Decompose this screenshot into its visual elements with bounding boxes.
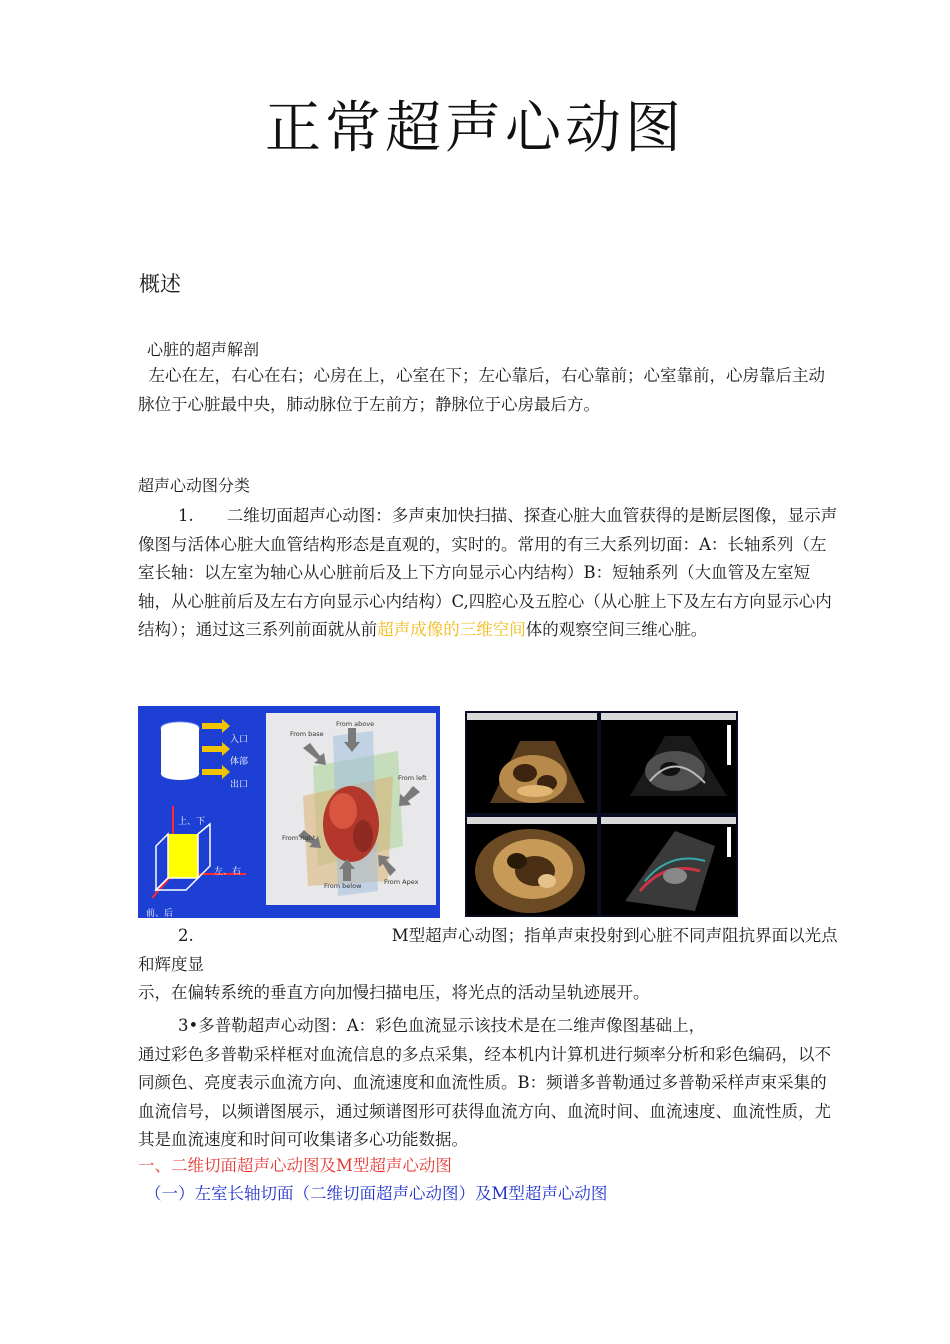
label-from-right: From right [282, 834, 316, 842]
classification-item-3 [138, 1012, 838, 1155]
item1-highlight: 超声成像的三维空间 [377, 620, 526, 639]
classification-item-1 [138, 502, 838, 645]
subsection-heading-1: （一）左室长轴切面（二维切面超声心动图）及M型超声心动图 [145, 1184, 608, 1203]
anatomy-text: 左心在左，右心在右；心房在上，心室在下；左心靠后，右心靠前；心室靠前，心房靠后主动脉位于心脏最中央，肺动脉位于左前方；静脉位于心房最后方。 [138, 366, 825, 414]
item1-text: 1. 二维切面超声心动图：多声束加快扫描、探查心脏大血管获得的是断层图像，显示声像图与活体心脏大血管结构形态是直观的，实时的。常用的有三大系列切面：A：长轴系列（左室长轴：以左室为轴心从心脏前后及上下方向显示心内结构）B：短轴系列（大血管及左室短轴，从心脏前后及左右方向显示心内结构）C,四腔心及五腔心（从心脏上下及左右方向显示心内结构）；通过这三系列前面就从前 [138, 506, 838, 639]
item1-suffix: 体的观察空间三维心脏。 [525, 620, 708, 639]
item3-line1: 3•多普勒超声心动图：A：彩色血流显示该技术是在二维声像图基础上， [178, 1016, 706, 1035]
anatomy-title: 心脏的超声解剖 [147, 340, 260, 359]
label-from-left: From left [398, 774, 427, 782]
label-outlet: 出口 [230, 780, 249, 790]
label-front-back: 前、后 [146, 909, 174, 918]
ultrasound-images [465, 711, 738, 917]
classification-item-2 [138, 922, 838, 1008]
orientation-diagram [138, 706, 440, 918]
item3-rest: 通过彩色多普勒采样框对血流信息的多点采集，经本机内计算机进行频率分析和彩色编码，以不同颜色、亮度表示血流方向、血流速度和血流性质。B：频谱多普勒通过多普勒采样声束采集的血流信号，以频谱图展示，通过频谱图形可获得血流方向、血流时间、血流速度、血流性质，尤其是血流速度和时间可收集诸多心功能数据。 [138, 1044, 831, 1149]
anatomy-paragraph [138, 362, 838, 419]
label-from-above: From above [336, 720, 375, 728]
classification-heading: 超声心动图分类 [138, 476, 251, 495]
figure-3d-orientation [138, 706, 440, 918]
item2-line2: 示，在偏转系统的垂直方向加慢扫描电压，将光点的活动呈轨迹展开。 [138, 983, 650, 1002]
label-from-base: From base [290, 730, 324, 738]
label-up-down: 上、下 [178, 817, 206, 827]
label-inlet: 入口 [230, 735, 249, 745]
label-from-below: From below [324, 882, 362, 890]
section-heading-1: 一、二维切面超声心动图及M型超声心动图 [138, 1156, 452, 1175]
page-title: 正常超声心动图 [265, 96, 685, 161]
overview-heading: 概述 [139, 272, 181, 296]
label-body: 体部 [230, 757, 249, 767]
figure-ultrasound-panels [465, 711, 738, 917]
label-left-right: 左、右 [214, 867, 242, 877]
label-from-apex: From Apex [384, 878, 419, 886]
item2-line1: 2. M型超声心动图；指单声束投射到心脏不同声阻抗界面以光点和辉度显 [138, 926, 838, 974]
